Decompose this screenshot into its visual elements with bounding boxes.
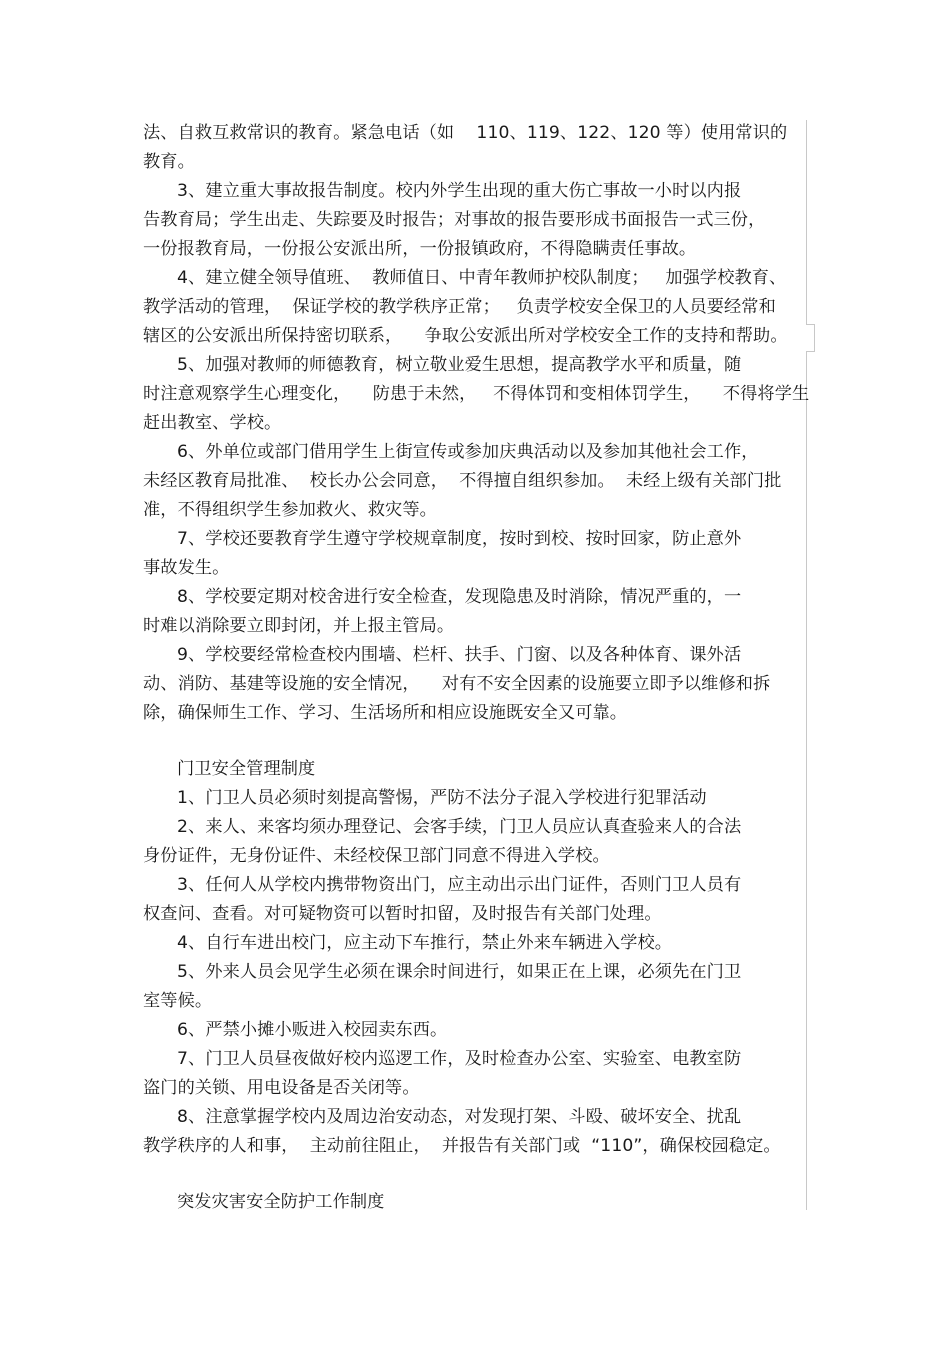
text-line: 8、注意掌握学校内及周边治安动态，对发现打架、斗殴、破坏安全、扰乱 xyxy=(177,1107,742,1127)
text-line: 赶出教室、学校。 xyxy=(143,413,282,433)
text-line: 3、建立重大事故报告制度。校内外学生出现的重大伤亡事故一小时以内报 xyxy=(177,181,742,201)
text-line: 时难以消除要立即封闭，并上报主管局。 xyxy=(143,616,455,636)
text-line: 2、来人、来客均须办理登记、会客手续，门卫人员应认真查验来人的合法 xyxy=(177,817,742,837)
section-gap xyxy=(143,1161,808,1188)
section-heading: 突发灾害安全防护工作制度 xyxy=(177,1192,385,1212)
text-line: 权查问、查看。对可疑物资可以暂时扣留，及时报告有关部门处理。 xyxy=(143,904,662,924)
text-line: 8、学校要定期对校舍进行安全检查，发现隐患及时消除，情况严重的，一 xyxy=(177,587,742,607)
text-line: 5、外来人员会见学生必须在课余时间进行，如果正在上课，必须先在门卫 xyxy=(177,962,742,982)
text-line: 准，不得组织学生参加救火、救灾等。 xyxy=(143,500,437,520)
text-line: 教学秩序的人和事， 主动前往阻止， 并报告有关部门或 “110”，确保校园稳定。 xyxy=(143,1136,781,1156)
text-line: 室等候。 xyxy=(143,991,213,1011)
text-line: 一份报教育局，一份报公安派出所，一份报镇政府，不得隐瞒责任事故。 xyxy=(143,239,697,259)
text-line: 盗门的关锁、用电设备是否关闭等。 xyxy=(143,1078,420,1098)
text-line: 告教育局；学生出走、失踪要及时报告；对事故的报告要形成书面报告一式三份， xyxy=(143,210,766,230)
text-line: 5、加强对教师的师德教育，树立敬业爱生思想，提高教学水平和质量，随 xyxy=(177,355,742,375)
section-gap xyxy=(143,728,808,755)
text-line: 教学活动的管理， 保证学校的教学秩序正常； 负责学校安全保卫的人员要经常和 xyxy=(143,297,776,317)
text-line: 身份证件，无身份证件、未经校保卫部门同意不得进入学校。 xyxy=(143,846,610,866)
text-line: 3、任何人从学校内携带物资出门，应主动出示出门证件，否则门卫人员有 xyxy=(177,875,742,895)
text-line: 6、外单位或部门借用学生上街宣传或参加庆典活动以及参加其他社会工作， xyxy=(177,442,759,462)
text-line: 7、学校还要教育学生遵守学校规章制度，按时到校、按时回家，防止意外 xyxy=(177,529,742,549)
text-line: 法、自救互救常识的教育。紧急电话（如 110、119、122、120 等）使用常识的 xyxy=(143,123,788,143)
text-line: 1、门卫人员必须时刻提高警惕，严防不法分子混入学校进行犯罪活动 xyxy=(177,788,707,808)
text-line: 4、自行车进出校门，应主动下车推行，禁止外来车辆进入学校。 xyxy=(177,933,673,953)
text-line: 教育。 xyxy=(143,152,195,172)
text-line: 除，确保师生工作、学习、生活场所和相应设施既安全又可靠。 xyxy=(143,703,628,723)
text-line: 动、消防、基建等设施的安全情况， 对有不安全因素的设施要立即予以维修和拆 xyxy=(143,674,771,694)
text-line: 6、严禁小摊小贩进入校园卖东西。 xyxy=(177,1020,448,1040)
text-line: 辖区的公安派出所保持密切联系， 争取公安派出所对学校安全工作的支持和帮助。 xyxy=(143,326,788,346)
document-body xyxy=(143,119,808,1217)
text-line: 时注意观察学生心理变化， 防患于未然， 不得体罚和变相体罚学生， 不得将学生 xyxy=(143,384,810,404)
text-line: 未经区教育局批准、 校长办公会同意， 不得擅自组织参加。 未经上级有关部门批 xyxy=(143,471,782,491)
section-heading: 门卫安全管理制度 xyxy=(177,759,316,779)
text-line: 4、建立健全领导值班、 教师值日、中青年教师护校队制度； 加强学校教育、 xyxy=(177,268,787,288)
text-line: 事故发生。 xyxy=(143,558,230,578)
text-line: 9、学校要经常检查校内围墙、栏杆、扶手、门窗、以及各种体育、课外活 xyxy=(177,645,742,665)
text-line: 7、门卫人员昼夜做好校内巡逻工作，及时检查办公室、实验室、电教室防 xyxy=(177,1049,742,1069)
